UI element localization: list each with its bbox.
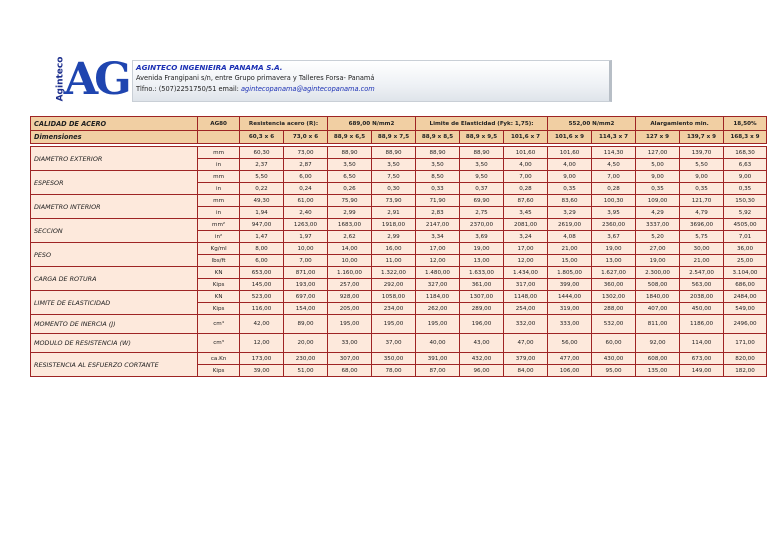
value-cell: 653,00 [240,267,284,279]
value-cell: 114,00 [680,334,724,353]
value-cell: 2147,00 [416,219,460,231]
value-cell: 523,00 [240,291,284,303]
value-cell: 1444,00 [548,291,592,303]
value-cell: 3,24 [504,231,548,243]
value-cell: 0,24 [284,183,328,195]
value-cell: 101,60 [548,147,592,159]
value-cell: 4,50 [592,159,636,171]
logo-side-text: Aginteco [55,56,66,102]
value-cell: 25,00 [724,255,767,267]
value-cell: 43,00 [460,334,504,353]
unit-cell: mm [198,171,240,183]
value-cell: 19,00 [636,255,680,267]
value-cell: 21,00 [548,243,592,255]
value-cell: 2370,00 [460,219,504,231]
unit-cell: KN [198,267,240,279]
value-cell: 71,90 [416,195,460,207]
value-cell: 1302,00 [592,291,636,303]
value-cell: 17,00 [504,243,548,255]
value-cell: 5,92 [724,207,767,219]
value-cell: 532,00 [592,315,636,334]
value-cell: 16,00 [372,243,416,255]
value-cell: 5,20 [636,231,680,243]
value-cell: 1,97 [284,231,328,243]
dimension-header: 88,9 x 8,5 [416,131,460,144]
value-cell: 27,00 [636,243,680,255]
value-cell: 673,00 [680,353,724,365]
value-cell: 361,00 [460,279,504,291]
steel-quality-row [31,117,767,131]
unit-cell: in [198,159,240,171]
value-cell: 87,60 [504,195,548,207]
unit-cell: cm³ [198,334,240,353]
table-row [31,147,767,159]
value-cell: 5,50 [240,171,284,183]
value-cell: 928,00 [328,291,372,303]
value-cell: 7,00 [592,171,636,183]
dimension-header: 114,3 x 7 [592,131,636,144]
value-cell: 4,00 [548,159,592,171]
value-cell: 1186,00 [680,315,724,334]
value-cell: 407,00 [636,303,680,315]
value-cell: 333,00 [548,315,592,334]
value-cell: 2619,00 [548,219,592,231]
value-cell: 9,50 [460,171,504,183]
steel-quality-label: CALIDAD DE ACERO [31,117,198,131]
value-cell: 0,37 [460,183,504,195]
value-cell: 3,29 [548,207,592,219]
value-cell: 1.480,00 [416,267,460,279]
value-cell: 13,00 [592,255,636,267]
value-cell: 1263,00 [284,219,328,231]
value-cell: 36,00 [724,243,767,255]
value-cell: 450,00 [680,303,724,315]
value-cell: 350,00 [372,353,416,365]
value-cell: 114,30 [592,147,636,159]
value-cell: 3,50 [460,159,504,171]
dimensions-row [31,131,767,144]
value-cell: 332,00 [504,315,548,334]
value-cell: 42,00 [240,315,284,334]
value-cell: 145,00 [240,279,284,291]
value-cell: 195,00 [416,315,460,334]
value-cell: 0,26 [328,183,372,195]
value-cell: 83,60 [548,195,592,207]
value-cell: 1058,00 [372,291,416,303]
value-cell: 2,62 [328,231,372,243]
table-row [31,195,767,207]
value-cell: 0,35 [680,183,724,195]
value-cell: 139,70 [680,147,724,159]
dimension-header: 168,3 x 9 [724,131,767,144]
value-cell: 95,00 [592,365,636,377]
value-cell: 0,30 [372,183,416,195]
value-cell: 106,00 [548,365,592,377]
value-cell: 2484,00 [724,291,767,303]
unit-cell: mm [198,147,240,159]
value-cell: 5,50 [680,159,724,171]
value-cell: 1184,00 [416,291,460,303]
dimension-header: 73,0 x 6 [284,131,328,144]
value-cell: 1,47 [240,231,284,243]
unit-cell: in [198,207,240,219]
value-cell: 3,50 [372,159,416,171]
value-cell: 87,00 [416,365,460,377]
value-cell: 7,50 [372,171,416,183]
value-cell: 7,01 [724,231,767,243]
value-cell: 10,00 [284,243,328,255]
value-cell: 3.104,00 [724,267,767,279]
value-cell: 10,00 [328,255,372,267]
value-cell: 317,00 [504,279,548,291]
value-cell: 9,00 [724,171,767,183]
unit-cell: Kips [198,303,240,315]
value-cell: 51,00 [284,365,328,377]
value-cell: 697,00 [284,291,328,303]
value-cell: 75,90 [328,195,372,207]
value-cell: 69,90 [460,195,504,207]
value-cell: 391,00 [416,353,460,365]
value-cell: 49,30 [240,195,284,207]
value-cell: 6,00 [240,255,284,267]
property-label: RESISTENCIA AL ESFUERZO CORTANTE [31,353,198,377]
value-cell: 60,00 [592,334,636,353]
value-cell: 230,00 [284,353,328,365]
value-cell: 319,00 [548,303,592,315]
dimension-header: 88,9 x 6,5 [328,131,372,144]
steel-grade: AG80 [198,117,240,131]
value-cell: 12,00 [240,334,284,353]
value-cell: 14,00 [328,243,372,255]
value-cell: 2.300,00 [636,267,680,279]
value-cell: 2,40 [284,207,328,219]
value-cell: 193,00 [284,279,328,291]
value-cell: 563,00 [680,279,724,291]
value-cell: 61,00 [284,195,328,207]
unit-cell: mm [198,195,240,207]
value-cell: 0,22 [240,183,284,195]
value-cell: 9,00 [680,171,724,183]
value-cell: 2.547,00 [680,267,724,279]
value-cell: 168,30 [724,147,767,159]
value-cell: 88,90 [416,147,460,159]
value-cell: 327,00 [416,279,460,291]
value-cell: 20,00 [284,334,328,353]
value-cell: 0,28 [592,183,636,195]
value-cell: 7,00 [284,255,328,267]
property-label: LIMITE DE ELASTICIDAD [31,291,198,315]
value-cell: 37,00 [372,334,416,353]
value-cell: 173,00 [240,353,284,365]
value-cell: 811,00 [636,315,680,334]
value-cell: 19,00 [460,243,504,255]
value-cell: 7,00 [504,171,548,183]
value-cell: 430,00 [592,353,636,365]
dimensions-label: Dimensiones [31,131,198,144]
value-cell: 1918,00 [372,219,416,231]
value-cell: 4,08 [548,231,592,243]
value-cell: 8,00 [240,243,284,255]
value-cell: 1840,00 [636,291,680,303]
value-cell: 109,00 [636,195,680,207]
tensile-strength-value: 689,00 N/mm2 [328,117,416,131]
value-cell: 47,00 [504,334,548,353]
property-label: ESPESOR [31,171,198,195]
value-cell: 1307,00 [460,291,504,303]
unit-cell: in [198,183,240,195]
value-cell: 78,00 [372,365,416,377]
value-cell: 1.322,00 [372,267,416,279]
value-cell: 1,94 [240,207,284,219]
value-cell: 40,00 [416,334,460,353]
value-cell: 2081,00 [504,219,548,231]
unit-cell: KN [198,291,240,303]
value-cell: 88,90 [372,147,416,159]
value-cell: 195,00 [328,315,372,334]
value-cell: 2,99 [372,231,416,243]
value-cell: 150,30 [724,195,767,207]
value-cell: 360,00 [592,279,636,291]
value-cell: 154,00 [284,303,328,315]
value-cell: 17,00 [416,243,460,255]
value-cell: 2,91 [372,207,416,219]
table-row [31,291,767,303]
value-cell: 2038,00 [680,291,724,303]
value-cell: 5,00 [636,159,680,171]
value-cell: 11,00 [372,255,416,267]
value-cell: 3,50 [328,159,372,171]
value-cell: 1.434,00 [504,267,548,279]
value-cell: 73,90 [372,195,416,207]
company-contact: Tlfno.: (507)2251750/51 email: agintecopanama@agintecopanama.com [136,85,375,93]
value-cell: 549,00 [724,303,767,315]
value-cell: 2,87 [284,159,328,171]
value-cell: 60,30 [240,147,284,159]
value-cell: 9,00 [548,171,592,183]
dimension-header [198,131,240,144]
value-cell: 3,69 [460,231,504,243]
property-label: SECCION [31,219,198,243]
value-cell: 12,00 [416,255,460,267]
value-cell: 2,37 [240,159,284,171]
value-cell: 116,00 [240,303,284,315]
value-cell: 1.805,00 [548,267,592,279]
value-cell: 608,00 [636,353,680,365]
property-label: DIAMETRO EXTERIOR [31,147,198,171]
value-cell: 262,00 [416,303,460,315]
value-cell: 30,00 [680,243,724,255]
table-row [31,315,767,334]
unit-cell: cm⁴ [198,315,240,334]
tensile-strength-label: Resistencia acero (R): [240,117,328,131]
yield-limit-value: 552,00 N/mm2 [548,117,636,131]
value-cell: 4505,00 [724,219,767,231]
value-cell: 33,00 [328,334,372,353]
dimension-header: 101,6 x 7 [504,131,548,144]
value-cell: 2,75 [460,207,504,219]
value-cell: 6,00 [284,171,328,183]
value-cell: 2,83 [416,207,460,219]
property-label: MOMENTO DE INERCIA (J) [31,315,198,334]
value-cell: 0,35 [636,183,680,195]
value-cell: 92,00 [636,334,680,353]
value-cell: 4,79 [680,207,724,219]
table-row [31,334,767,353]
company-address: Avenida Frangipani s/n, entre Grupo primavera y Talleres Forsa- Panamá [136,74,375,82]
value-cell: 88,90 [328,147,372,159]
value-cell: 88,90 [460,147,504,159]
unit-cell: Kips [198,279,240,291]
dimension-header: 127 x 9 [636,131,680,144]
value-cell: 121,70 [680,195,724,207]
value-cell: 19,00 [592,243,636,255]
unit-cell: lbs/ft [198,255,240,267]
company-name: AGINTECO INGENIEIRA PANAMA S.A. [136,63,283,72]
value-cell: 289,00 [460,303,504,315]
value-cell: 56,00 [548,334,592,353]
value-cell: 135,00 [636,365,680,377]
value-cell: 379,00 [504,353,548,365]
value-cell: 871,00 [284,267,328,279]
value-cell: 13,00 [460,255,504,267]
dimension-header: 139,7 x 9 [680,131,724,144]
value-cell: 84,00 [504,365,548,377]
company-logo: AG [64,54,128,105]
value-cell: 195,00 [372,315,416,334]
value-cell: 12,00 [504,255,548,267]
value-cell: 0,35 [548,183,592,195]
value-cell: 89,00 [284,315,328,334]
value-cell: 68,00 [328,365,372,377]
dimension-header: 88,9 x 7,5 [372,131,416,144]
value-cell: 6,63 [724,159,767,171]
property-label: PESO [31,243,198,267]
value-cell: 4,29 [636,207,680,219]
dimension-header: 88,9 x 9,5 [460,131,504,144]
table-row [31,267,767,279]
value-cell: 0,28 [504,183,548,195]
value-cell: 8,50 [416,171,460,183]
value-cell: 21,00 [680,255,724,267]
value-cell: 182,00 [724,365,767,377]
elongation-label: Alargamiento min. [636,117,724,131]
value-cell: 171,00 [724,334,767,353]
value-cell: 3,67 [592,231,636,243]
value-cell: 196,00 [460,315,504,334]
unit-cell: in² [198,231,240,243]
value-cell: 288,00 [592,303,636,315]
unit-cell: Kg/ml [198,243,240,255]
value-cell: 149,00 [680,365,724,377]
value-cell: 1148,00 [504,291,548,303]
unit-cell: Kips [198,365,240,377]
property-label: MODULO DE RESISTENCIA (W) [31,334,198,353]
value-cell: 234,00 [372,303,416,315]
value-cell: 1.160,00 [328,267,372,279]
table-row [31,353,767,365]
value-cell: 2360,00 [592,219,636,231]
value-cell: 3337,00 [636,219,680,231]
value-cell: 73,00 [284,147,328,159]
value-cell: 1.627,00 [592,267,636,279]
value-cell: 39,00 [240,365,284,377]
value-cell: 5,75 [680,231,724,243]
yield-limit-label: Limite de Elasticidad (Fyk: 1,75): [416,117,548,131]
steel-spec-table [30,116,767,377]
value-cell: 101,60 [504,147,548,159]
property-label: DIAMETRO INTERIOR [31,195,198,219]
value-cell: 508,00 [636,279,680,291]
value-cell: 15,00 [548,255,592,267]
value-cell: 686,00 [724,279,767,291]
table-row [31,219,767,231]
unit-cell: ca.Kn [198,353,240,365]
value-cell: 3,95 [592,207,636,219]
value-cell: 292,00 [372,279,416,291]
value-cell: 947,00 [240,219,284,231]
unit-cell: mm² [198,219,240,231]
value-cell: 3696,00 [680,219,724,231]
dimension-header: 60,3 x 6 [240,131,284,144]
elongation-value: 18,50% [724,117,767,131]
value-cell: 96,00 [460,365,504,377]
value-cell: 2496,00 [724,315,767,334]
value-cell: 820,00 [724,353,767,365]
value-cell: 1.633,00 [460,267,504,279]
value-cell: 307,00 [328,353,372,365]
value-cell: 3,34 [416,231,460,243]
value-cell: 432,00 [460,353,504,365]
value-cell: 3,50 [416,159,460,171]
value-cell: 2,99 [328,207,372,219]
value-cell: 4,00 [504,159,548,171]
value-cell: 9,00 [636,171,680,183]
value-cell: 399,00 [548,279,592,291]
value-cell: 0,33 [416,183,460,195]
value-cell: 0,35 [724,183,767,195]
value-cell: 3,45 [504,207,548,219]
value-cell: 254,00 [504,303,548,315]
dimension-header: 101,6 x 9 [548,131,592,144]
value-cell: 127,00 [636,147,680,159]
value-cell: 6,50 [328,171,372,183]
value-cell: 257,00 [328,279,372,291]
company-email[interactable]: agintecopanama@agintecopanama.com [241,85,375,93]
property-label: CARGA DE ROTURA [31,267,198,291]
value-cell: 100,30 [592,195,636,207]
value-cell: 477,00 [548,353,592,365]
table-row [31,243,767,255]
table-row [31,171,767,183]
value-cell: 1683,00 [328,219,372,231]
value-cell: 205,00 [328,303,372,315]
